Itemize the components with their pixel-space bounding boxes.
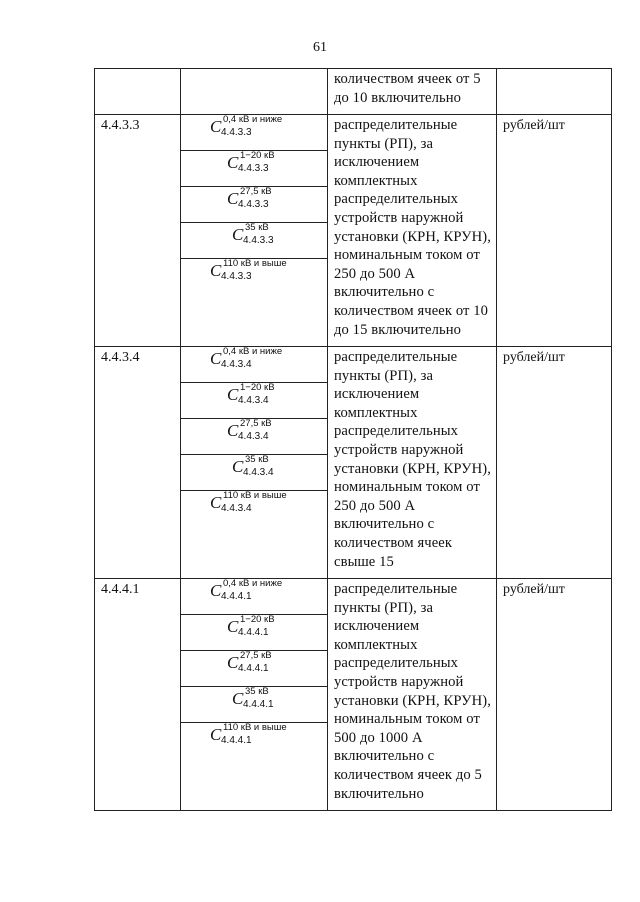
formula-27-5kv: C 27,5 кВ 4.4.3.3 <box>181 187 327 223</box>
description-cell: распределительные пункты (РП), за исключением комплектных распределительных устройств наружной установки (КРН, КРУН), номинальным током от 250 до 500 А включительно с количеством ячеек свыше 15 <box>328 347 497 579</box>
formula-35kv: C 35 кВ 4.4.4.1 <box>181 687 327 723</box>
page-number: 61 <box>313 40 327 55</box>
code-cell: 4.4.3.3 <box>95 115 181 347</box>
tariff-table <box>94 68 612 811</box>
table-row-continuation <box>95 69 612 115</box>
formula-1-20kv: C 1−20 кВ 4.4.3.4 <box>181 383 327 419</box>
formula-cell <box>181 347 328 579</box>
table-row <box>95 579 612 811</box>
table-row <box>95 115 612 347</box>
code-cell: 4.4.3.4 <box>95 347 181 579</box>
formula-110kv: C 110 кВ и выше 4.4.3.3 <box>210 258 287 282</box>
formula-1-20kv: C 1−20 кВ 4.4.3.3 <box>181 151 327 187</box>
code-cell <box>95 69 181 115</box>
unit-cell: рублей/шт <box>497 347 612 579</box>
formula-110kv: C 110 кВ и выше 4.4.3.4 <box>210 490 287 514</box>
description-cell: распределительные пункты (РП), за исключением комплектных распределительных устройств наружной установки (КРН, КРУН), номинальным током от 250 до 500 А включительно с количеством ячеек от 10 до 15 включительно <box>328 115 497 347</box>
unit-cell: рублей/шт <box>497 115 612 347</box>
formula-cell <box>181 115 328 347</box>
formula-27-5kv: C 27,5 кВ 4.4.3.4 <box>181 419 327 455</box>
description-cell: распределительные пункты (РП), за исключением комплектных распределительных устройств наружной установки (КРН, КРУН), номинальным током от 500 до 1000 А включительно с количеством ячеек до 5 включительно <box>328 579 497 811</box>
formula-cell <box>181 579 328 811</box>
formula-0-4kv: C 0,4 кВ и ниже 4.4.3.3 <box>181 115 327 151</box>
unit-cell: рублей/шт <box>497 579 612 811</box>
formula-0-4kv: C 0,4 кВ и ниже 4.4.3.4 <box>181 347 327 383</box>
description-cell: количеством ячеек от 5 до 10 включительно <box>328 69 497 115</box>
formula-35kv: C 35 кВ 4.4.3.3 <box>181 223 327 259</box>
formula-cell <box>181 69 328 115</box>
formula-0-4kv: C 0,4 кВ и ниже 4.4.4.1 <box>181 579 327 615</box>
code-cell: 4.4.4.1 <box>95 579 181 811</box>
unit-cell <box>497 69 612 115</box>
table-row <box>95 347 612 579</box>
formula-110kv: C 110 кВ и выше 4.4.4.1 <box>210 722 287 746</box>
formula-35kv: C 35 кВ 4.4.3.4 <box>181 455 327 491</box>
formula-27-5kv: C 27,5 кВ 4.4.4.1 <box>181 651 327 687</box>
formula-1-20kv: C 1−20 кВ 4.4.4.1 <box>181 615 327 651</box>
